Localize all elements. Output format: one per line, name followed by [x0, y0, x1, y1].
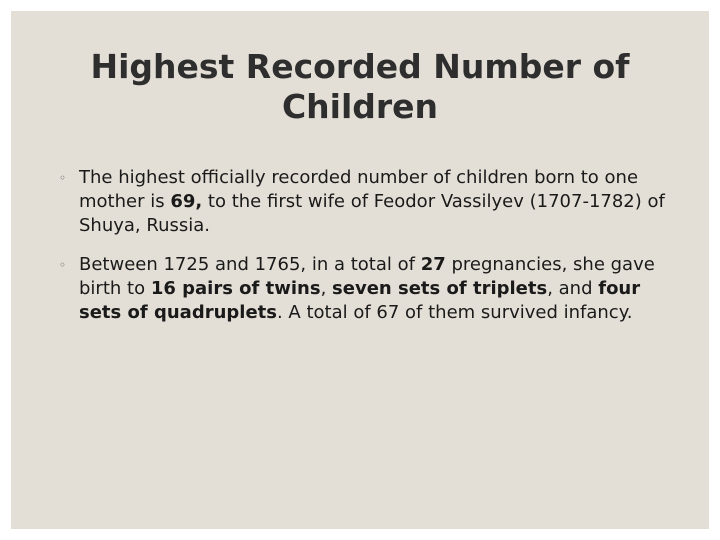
bullet-text: to the first wife of Feodor Vassilyev (1707-1782) of Shuya, Russia. — [79, 191, 665, 236]
bullet-marker-icon: ◦ — [59, 258, 67, 272]
bullet-emphasis: 16 pairs of twins — [150, 278, 321, 299]
slide-title-line-1: Highest Recorded Number of — [90, 47, 630, 86]
bullet-text: Between 1725 and 1765, in a total of — [79, 254, 421, 275]
bullet-text: pregnancies, she gave birth to — [79, 254, 655, 299]
slide — [11, 11, 709, 529]
bullet-item-2 — [59, 253, 669, 325]
bullet-text: . A total of 67 of them survived infancy. — [276, 302, 633, 323]
bullet-list — [59, 166, 669, 340]
bullet-text: , and — [547, 278, 599, 299]
bullet-marker-icon: ◦ — [59, 171, 67, 185]
bullet-text: The highest officially recorded number of children born to one mother is — [79, 167, 639, 212]
slide-title-line-2: Children — [281, 87, 439, 126]
bullet-emphasis: 69, — [170, 191, 203, 212]
bullet-emphasis: four sets of quadruplets — [79, 278, 641, 323]
bullet-emphasis: 27 — [420, 254, 446, 275]
bullet-emphasis: seven sets of triplets — [332, 278, 548, 299]
bullet-text: , — [320, 278, 333, 299]
slide-title — [11, 47, 709, 127]
bullet-item-1 — [59, 166, 669, 238]
